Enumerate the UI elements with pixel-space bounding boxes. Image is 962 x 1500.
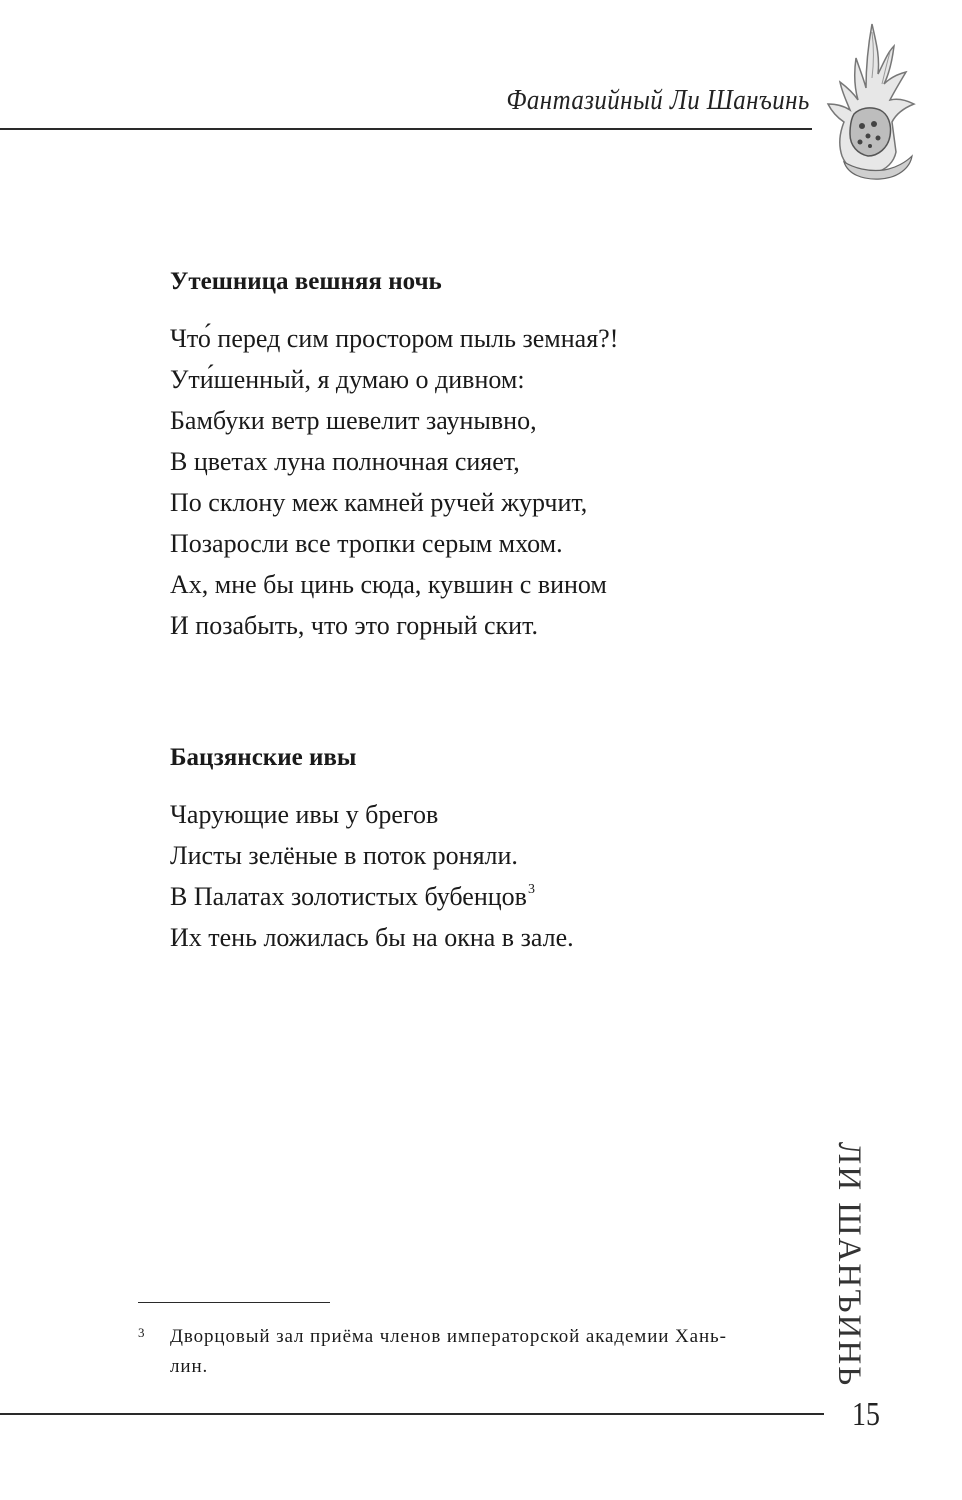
footnote-continuation: лин. bbox=[170, 1356, 209, 1377]
poem-line-text: В Палатах золотистых бубенцов bbox=[170, 882, 527, 911]
running-title: Фантазийный Ли Шанъинь bbox=[506, 84, 810, 116]
poem-stanza-2 bbox=[170, 794, 574, 958]
footnote-marker[interactable]: 3 bbox=[527, 882, 535, 897]
poem-line bbox=[170, 876, 574, 917]
footnote-number: 3 bbox=[138, 1325, 145, 1340]
page-number: 15 bbox=[852, 1396, 880, 1433]
poem-line: И позабыть, что это горный скит. bbox=[170, 611, 538, 640]
poem-line: Позаросли все тропки серым мхом. bbox=[170, 529, 563, 558]
poem-line: Чарующие ивы у брегов bbox=[170, 800, 439, 829]
poem-stanza-1 bbox=[170, 318, 618, 646]
footnote bbox=[138, 1322, 828, 1382]
poem-line: По склону меж камней ручей журчит, bbox=[170, 488, 588, 517]
footnote-rule bbox=[138, 1302, 330, 1303]
poem-line: Бамбуки ветр шевелит заунывно, bbox=[170, 406, 537, 435]
footer-rule bbox=[0, 1413, 824, 1415]
dragon-figure-icon bbox=[824, 22, 920, 180]
poem-line: В цветах луна полночная сияет, bbox=[170, 447, 520, 476]
side-author-label bbox=[821, 1141, 877, 1387]
poem-title-2: Бацзянские ивы bbox=[170, 744, 357, 771]
poem-line: Листы зелёные в поток роняли. bbox=[170, 841, 518, 870]
side-author-text: ЛИ ШАНЪИНЬ bbox=[831, 1141, 868, 1387]
header-rule bbox=[0, 128, 812, 130]
poem-line: Ути́шенный, я думаю о дивном: bbox=[170, 365, 525, 394]
poem-line: Что́ перед сим простором пыль земная?! bbox=[170, 324, 619, 353]
footnote-text: Дворцовый зал приёма членов императорской академии Хань- bbox=[170, 1326, 727, 1347]
poem-title-1: Утешница вешняя ночь bbox=[170, 268, 442, 295]
poem-line: Их тень ложилась бы на окна в зале. bbox=[170, 923, 574, 952]
poem-line: Ах, мне бы цинь сюда, кувшин с вином bbox=[170, 570, 607, 599]
